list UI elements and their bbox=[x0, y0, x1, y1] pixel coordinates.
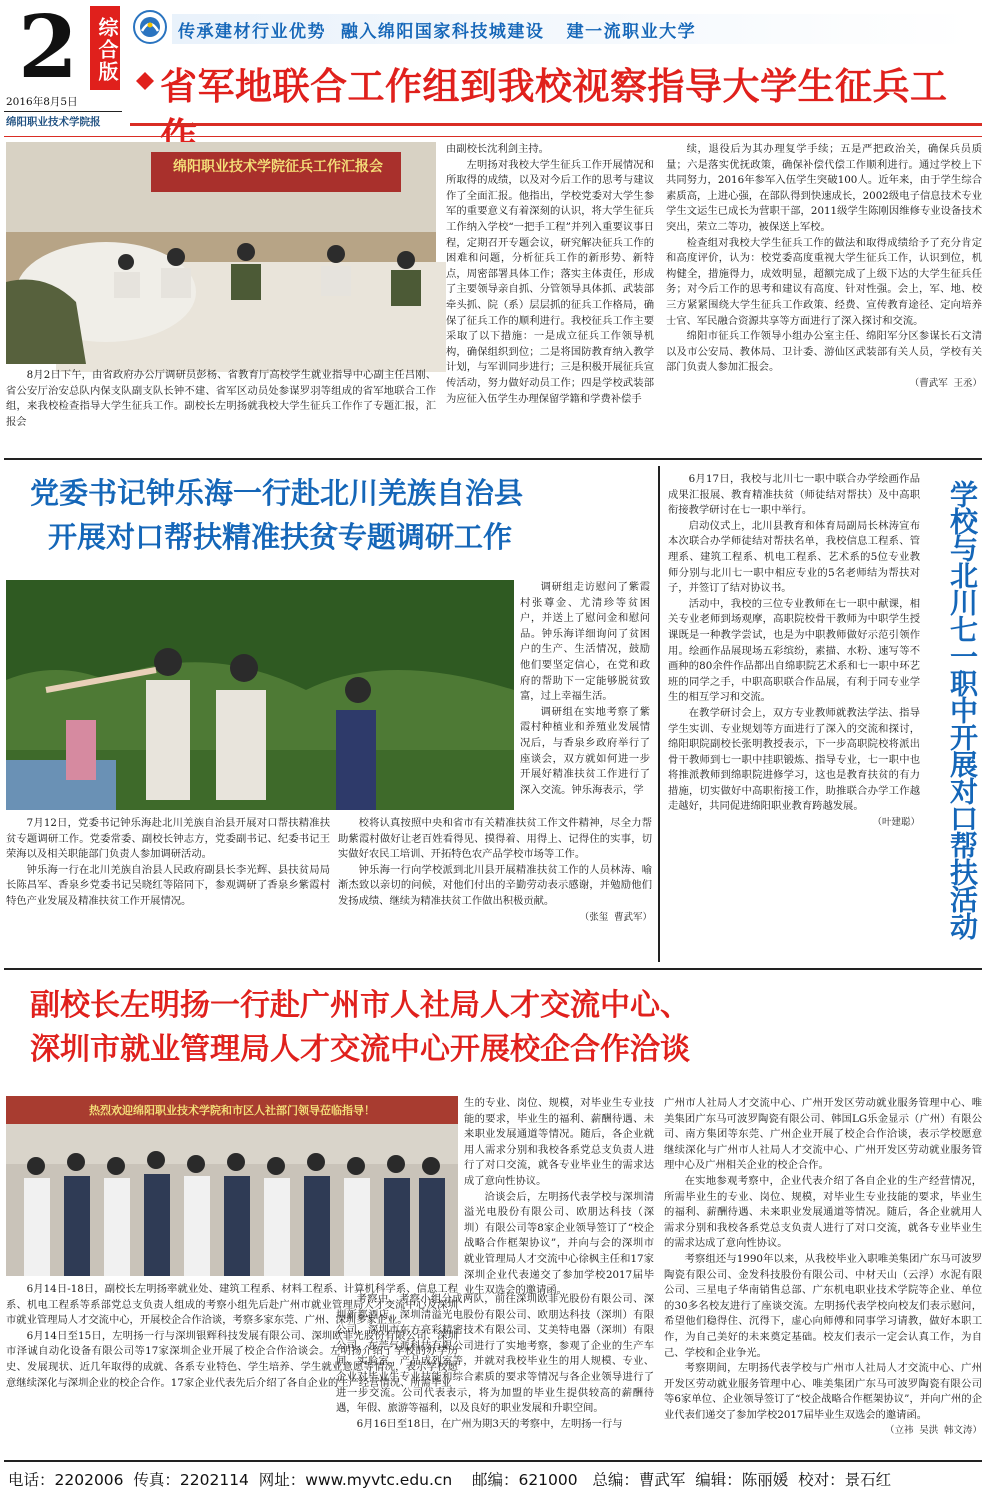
article4-right-p3: 考察组还与1990年以来，从我校毕业入职唯美集团广东马可波罗陶瓷有限公司、金发科技股份有限公司、中材天山（云浮）水泥有限公司、三星电子华南销售总部、广东机电职业技术学院等企业、单位的30多名校友进行了座谈交流。左明扬代表学校向校友们表示慰问，希望他们稳得住、沉得下，虚心向师傅和同事学习请教，做好本职工作，为自己美好的未来奠定基础。校友们表示一定会认真工作，为自己、学校和企业争光。 bbox=[664, 1252, 982, 1359]
headline-divider-icon bbox=[134, 70, 156, 92]
page-number: 2 bbox=[18, 0, 78, 98]
column-divider-1 bbox=[658, 466, 660, 962]
page-number-box bbox=[8, 0, 88, 98]
article1-col1: 8月2日下午，由省政府办公厅调研员彭杨、省教育厅高校学生就业指导中心副主任吕刚、省公安厅治安总队内保支队副支队长钟不建、省军区动员处参谋罗羽等组成的省军地联合工作组，来我校检查指导大学生征兵工作。副校长左明扬就我校大学生征兵工作作了专题汇报，汇报会 bbox=[6, 369, 436, 428]
article2-side-col bbox=[520, 580, 650, 812]
article4-headline-line1: 副校长左明扬一行赴广州市人社局人才交流中心、 bbox=[30, 988, 690, 1023]
article3-p2: 启动仪式上，北川县教育和体育局副局长林涛宣布本次联合办学师徒结对帮扶名单，我校信息工程系、管理系、建筑工程系、机电工程系、艺术系的5位专业教师分别与北川七一职中相应专业的5名老师结为帮扶对子，并签订了结对协议书。 bbox=[668, 519, 920, 595]
paper-name: 绵阳职业技术学院报 bbox=[6, 116, 101, 128]
article2-side-p1: 调研组走访慰问了紫霞村张尊金、尤清珍等贫困户，并送上了慰问金和慰问品。钟乐海详细询问了贫困户的生产、生活情况，鼓励他们要坚定信心，在党和政府的帮助下一定能够脱贫致富，过上幸福生活。 bbox=[520, 581, 650, 703]
article4-headline-line2: 深圳市就业管理局人才交流中心开展校企合作洽谈 bbox=[30, 1032, 690, 1067]
article1-headline: 省军地联合工作组到我校视察指导大学生征兵工 bbox=[160, 65, 948, 108]
article2-credit: （张玺 曹武军） bbox=[579, 911, 652, 923]
article1-col3-p3: 绵阳市征兵工作领导小组办公室主任、绵阳军分区参谋长石文清以及市公安局、教体局、卫计委、游仙区武装部有关人员，学校有关部门负责人参加汇报会。 bbox=[666, 330, 982, 374]
footer-info: 电话：2202006 传真：2202114 网址：www.myvtc.edu.cn 邮编：621000 总编：曹武军 编辑：陈丽媛 校对：景石红 bbox=[8, 1471, 892, 1489]
article4-mid-col-top bbox=[464, 1096, 654, 1297]
issue-date: 2016年8月5日 bbox=[6, 96, 78, 108]
article4-right-col bbox=[664, 1096, 982, 1456]
article3-p1: 6月17日，我校与北川七一职中联合办学绘画作品成果汇报展、教育精准扶贫（师徒结对帮扶）及中高职衔接教学研讨在七一职中举行。 bbox=[668, 473, 920, 517]
article4-right-p2: 在实地参观考察中，企业代表介绍了各自企业的生产经营情况，所需毕业生的专业、岗位、规模，对毕业生专业技能的要求，毕业生的福利、薪酬待遇、未来职业发展通道等情况。随后，各企业就用人需求分别和我校各系党总支负责人进行了对口交流，就各专业毕业生的需求达成了意向性协议。 bbox=[664, 1174, 982, 1250]
article4-mid-p2: 洽谈会后，左明扬代表学校与深圳清溢光电股份有限公司、欧朋达科技（深圳）有限公司等8家企业领导签订了“校企战略合作框架协议”，并向与会的深圳市就业管理局人才交流中心徐枫主任和17家深圳企业代表递交了参加学校2017届毕业生双选会的邀请函。 bbox=[464, 1190, 654, 1297]
article1-col2 bbox=[446, 142, 654, 448]
article3-credit: （叶建聪） bbox=[872, 817, 920, 829]
article1-photo bbox=[6, 142, 436, 364]
school-logo-icon bbox=[132, 9, 168, 45]
article2-left-p1: 7月12日，党委书记钟乐海赴北川羌族自治县开展对口帮扶精准扶贫专题调研工作。党委常委、副校长钟志方，党委副书记、纪委书记王荣海以及相关职能部门负责人参加调研活动。 bbox=[6, 817, 330, 861]
article2-left-p2: 钟乐海一行在北川羌族自治县人民政府副县长李光辉、县扶贫局局长陈昌军、香泉乡党委书记吴晓红等陪同下，参观调研了香泉乡紫霞村特色产业发展及精准扶贫工作开展情况。 bbox=[6, 863, 330, 907]
article2-right-p2: 钟乐海一行向学校派到北川县开展精准扶贫工作的人员林涛、喻渐杰致以亲切的问候，对他们付出的辛勤劳动表示感谢，并勉励他们发扬成绩、继续为精准扶贫工作做出积极贡献。 bbox=[338, 863, 652, 907]
article2-photo bbox=[6, 580, 514, 810]
date-rule bbox=[4, 111, 122, 112]
slogan-text: 传承建材行业优势 融入绵阳国家科技城建设 建一流职业大学 bbox=[178, 22, 697, 42]
article2-headline-line2: 开展对口帮扶精准扶贫专题调研工作 bbox=[48, 520, 513, 554]
masthead bbox=[0, 0, 989, 142]
article2-headline-line1: 党委书记钟乐海一行赴北川羌族自治县 bbox=[30, 476, 524, 510]
article1-col2-body: 左明扬对我校大学生征兵工作开展情况和所取得的成绩，以及对今后工作的思考与建议作了全面汇报。他指出，学校党委对大学生参军的重要意义有着深刻的认识，将大学生征兵工作纳入学校“一把手工程”并列入重要议事日程，定期召开专题会议，研究解决征兵工作的困难和问题，分析征兵工作的新形势、新特点，周密部署具体工作；落实主体责任，形成了主要领导亲自抓、分管领导具体抓、武装部牵头抓、院（系）层层抓的征兵工作格局，确保了征兵工作的顺利进行。我校征兵工作主要采取了以下措施：一是成立征兵工作领导机构，确保组织到位；二是将国防教育纳入教学计划，与军训同步进行；三是积极开展征兵宣传活动，努力做好动员工作；四是学校武装部为应征入伍学生办理保留学籍和学费补偿手 bbox=[446, 158, 654, 405]
article1-col3-p1: 续，退役后为其办理复学手续；五是严把政治关，确保兵员质量；六是落实优抚政策，确保补偿代偿工作顺利进行。通过学校上下共同努力，2016年参军入伍学生突破100人。近年来，由于学生综合素质高，上进心强，在部队得到快速成长，2002级电子信息技术专业学生文运生已成长为营职干部，2011级学生陈刚因维修专业设备技术突出，荣立二等功，被保送上军校。 bbox=[666, 143, 982, 233]
article3-p3: 活动中，我校的三位专业教师在七一职中献课，相关专业老师到场观摩，高职院校骨干教师为中职学生授课既是一种教学尝试，也是为中职教师做好示范引领作用。绘画作品展现场五彩缤纷，素描、水粉、速写等不画种的80余件作品都出自绵职院艺术系和七一职中环艺班的同学之手，中职高职联合作品展，有利于同专业学生的相互学习和交流。 bbox=[668, 597, 920, 704]
article4-mid-p1: 生的专业、岗位、规模，对毕业生专业技能的要求，毕业生的福利、薪酬待遇、未来职业发展通道等情况。随后，各企业就用人需求分别和我校各系党总支负责人进行了对口交流，就各专业毕业生的需求达成了意向性协议。 bbox=[464, 1097, 654, 1187]
section-divider-2 bbox=[4, 968, 982, 970]
section-divider-1 bbox=[4, 458, 982, 460]
masthead-rule bbox=[130, 123, 982, 126]
article4-mid-p4: 6月16日至18日，在广州为期3天的考察中，左明扬一行与 bbox=[356, 1417, 623, 1430]
article1-col3-p2: 检查组对我校大学生征兵工作的做法和取得成绩给予了充分肯定和高度评价，认为：校党委高度重视大学生征兵工作，认识到位，机构健全，措施得力，成效明显，超额完成了上级下达的大学生征兵任务；对今后工作的思考和建议有高度、针对性强。会上，军、地、校三方紧紧围绕大学生征兵工作政策、经费、宣传教育途径、定向培养士官、军民融合资源共享等方面进行了深入探讨和交流。 bbox=[666, 236, 982, 327]
article4-photo-banner: 热烈欢迎绵阳职业技术学院和市区人社部门领导莅临指导！ bbox=[89, 1104, 375, 1117]
article2-left-col bbox=[6, 816, 330, 961]
article2-right-col bbox=[338, 816, 652, 961]
article4-right-p1: 广州市人社局人才交流中心、广州开发区劳动就业服务管理中心、唯美集团广东马可波罗陶瓷有限公司、韩国LG乐金显示（广州）有限公司、南方集团等东莞、广州企业开展了校企合作洽谈，表示学校愿意继续深化与广州市人社局人才交流中心、广州开发区劳动就业服务管理中心及广州相关企业的校企合作。 bbox=[664, 1097, 982, 1172]
article2-side-p2: 调研组在实地考察了紫霞村种植业和养殖业发展情况后，与香泉乡政府举行了座谈会，双方就如何进一步开展好精准扶贫工作进行了深入交流。钟乐海表示，学 bbox=[520, 705, 650, 796]
masthead-rule-thin bbox=[4, 136, 982, 137]
article1-credit: （曹武军 王丞） bbox=[909, 377, 982, 389]
article1-col2-top: 由副校长沈利剑主持。 bbox=[446, 143, 549, 155]
article4-right-p4: 考察期间，左明扬代表学校与广州市人社局人才交流中心、广州开发区劳动就业服务管理中心、唯美集团广东马可波罗陶瓷有限公司等6家单位、企业领导签订了“校企战略合作框架协议”，并向广州的企业代表们递交了参加学校2017届毕业生双选会的邀请函。 bbox=[664, 1362, 982, 1421]
article3-headline: 学校与北川七一职中开展对口帮扶活动 bbox=[946, 480, 979, 939]
article3-p4: 在教学研讨会上，双方专业教师就教法学法、指导学生实训、专业规划等方面进行了深入的交流和探讨，绵阳职院副校长张明教授表示，下一步高职院校将派出骨干教师到七一职中挂职锻炼、指导专业，七一职中也将推派教师到绵职院进修学习，这也是教育扶贫的有力措施，切实做好中高职衔接工作，助推联合办学工作越走越好，共同促进绵阳职业教育跨越发展。 bbox=[668, 706, 920, 813]
article2-right-p1: 校将认真按照中央和省市有关精准扶贫工作文件精神，尽全力帮助紫霞村做好让老百姓看得见、摸得着、用得上、记得住的实事，切实做好农民工培训、开拓特色农产品学校市场等工作。 bbox=[338, 817, 652, 861]
article4-credit: （立祎 吴洪 韩文涛） bbox=[885, 1425, 982, 1437]
article4-mid-p3: 考察中，考察小组分成两队，前往深圳欧菲光股份有限公司、深圳新都酒店、深圳清溢光电股份有限公司、欧朋达科技（深圳）有限公司、深圳市东方亮彩精密技术有限公司、艾美特电器（深圳）有限公司、东莞气派科技有限公司进行了实地考察，参观了企业的生产车间、实验室、产品成列室等，并就对我校毕业生的用人规模、专业、企业对毕业生专业技能和综合素质的要求等情况与各企业领导进行了进一步交流。公司代表表示，将为加盟的毕业生提供较高的薪酬待遇，年假、旅游等福利，以及良好的职业发展和升职空间。 bbox=[336, 1293, 654, 1415]
slogan-bar bbox=[172, 14, 972, 44]
footer-rule bbox=[4, 1460, 982, 1462]
article4-photo bbox=[6, 1096, 458, 1276]
article1-photo-banner: 绵阳职业技术学院征兵工作汇报会 bbox=[173, 159, 383, 175]
article1-col3 bbox=[666, 142, 982, 448]
article4-left-p1: 6月14日-18日，副校长左明扬率就业处、建筑工程系、材料工程系、计算机科学系、信息工程系、机电工程系等系部党总支负责人组成的考察小组先后赴广州市就业管理局人才交流中心及深圳市就业管理局人才交流中心，开展校企合作洽谈，考察多家东莞、广州、深圳多家企业。 bbox=[6, 1283, 458, 1327]
article3-body bbox=[668, 472, 920, 962]
article4-left-p2: 6月14日至15日，左明扬一行与深圳银辉科技发展有限公司、深圳欧菲光股份有限公司、深圳市泽诚自动化设备有限公司等17家深圳企业开展了校企合作洽谈会。左明扬介绍了学校的办学历史、发展现状、近几年取得的成就、各系专业特色、学生培养、学生就业意愿等情况，表示学校愿意继续深化与深圳企业的校企合作。17家企业代表先后介绍了各自企业的生产经营情况、所需毕业 bbox=[6, 1329, 458, 1389]
article4-mid-col-bottom bbox=[336, 1292, 654, 1456]
section-label: 综合版 bbox=[90, 6, 120, 90]
